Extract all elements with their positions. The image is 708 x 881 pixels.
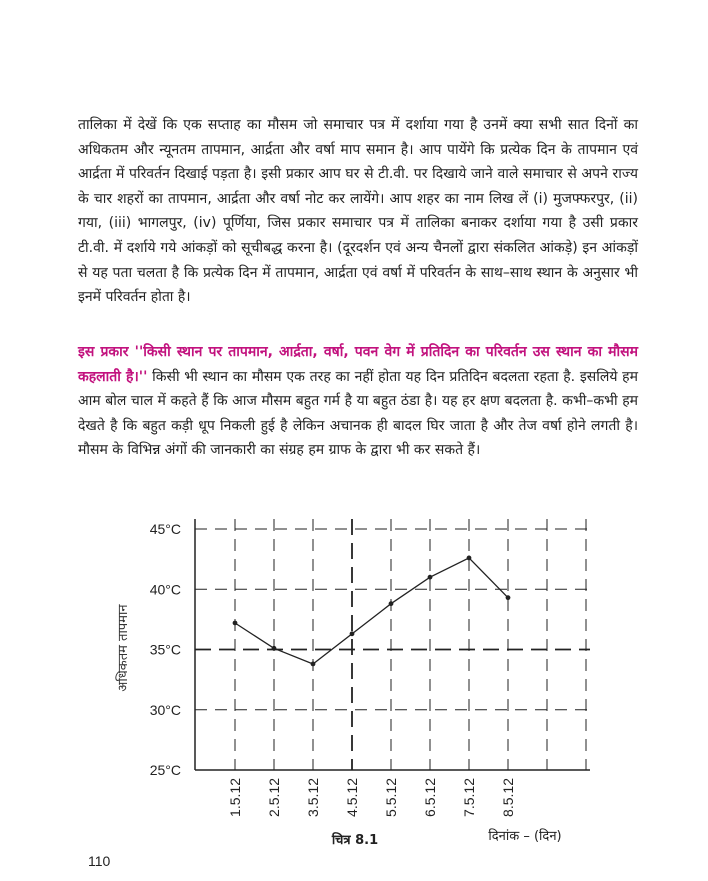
paragraph-weather-definition (78, 340, 638, 463)
y-tick-labels (150, 521, 181, 778)
page-number: 110 (88, 853, 111, 869)
x-axis-label: दिनांक – (दिन) (488, 829, 562, 844)
data-point (311, 662, 316, 667)
y-tick-label: 25°C (149, 762, 181, 778)
y-axis-label: अधिकतम तापमान (116, 604, 131, 692)
x-tick-label: 4.5.12 (344, 778, 360, 817)
y-tick-label: 40°C (149, 581, 181, 598)
paragraph-weather-table: तालिका में देखें कि एक सप्ताह का मौसम जो समाचार पत्र में दर्शाया गया है उनमें क्या सभी सात दिनों का अधिकतम और न्यूनतम तापमान, आर्द्रता और वर्षा माप समान है। आप पायेंगे कि प्रत्येक दिन के तापमान एवं आर्द्रता में परिवर्तन दिखाई पड़ता है। इसी प्रकार आप घर से टी.वी. पर दिखाये जाने वाले समाचार से अपने राज्य के चार शहरों का तापमान, आर्द्रता और वर्षा नोट कर लायेंगे। आप शहर का नाम लिख लें (i) मुजफ्फरपुर, (ii) गया, (iii) भागलपुर, (iv) पूर्णिया, जिस प्रकार समाचार पत्र में तालिका बनाकर दर्शाया गया है उसी प्रकार टी.वी. में दर्शाये गये आंकड़ों को सूचीबद्ध करना है। (दूरदर्शन एवं अन्य चैनलों द्वारा संकलित आंकड़े) इन आंकड़ों से यह पता चलता है कि प्रत्येक दिन में तापमान, आर्द्रता एवं वर्षा में परिवर्तन के साथ–साथ स्थान के अनुसार भी इनमें परिवर्तन होता है। (78, 117, 638, 306)
data-point (233, 621, 238, 626)
figure-caption: चित्र 8.1 (331, 833, 379, 848)
data-point (389, 601, 394, 606)
y-tick-label: 45°C (149, 521, 181, 537)
data-point (467, 556, 472, 561)
data-point (350, 631, 355, 636)
x-tick-label: 3.5.12 (305, 778, 321, 817)
x-tick-label: 7.5.12 (461, 778, 477, 817)
x-tick-label: 5.5.12 (383, 778, 399, 817)
x-tick-label: 1.5.12 (227, 778, 243, 817)
data-point (506, 595, 511, 600)
data-point (272, 646, 277, 651)
weather-definition-highlight: इस प्रकार ''किसी स्थान पर तापमान, आर्द्रता, वर्षा, पवन वेग में प्रतिदिन का परिवर्तन उस स्थान का मौसम कहलाती है।'' (78, 344, 638, 385)
y-tick-label: 35°C (149, 641, 181, 658)
x-tick-labels (227, 778, 516, 817)
temperature-line-chart (0, 505, 708, 860)
x-tick-label: 2.5.12 (266, 778, 282, 817)
x-tick-label: 8.5.12 (500, 778, 516, 817)
y-tick-label: 30°C (149, 701, 181, 718)
weather-definition-text: किसी भी स्थान का मौसम एक तरह का नहीं होता यह दिन प्रतिदिन बदलता रहता है. इसलिये हम आम बोल चाल में कहते हैं कि आज मौसम बहुत गर्म है या बहुत ठंडा है। यह हर क्षण बदलता है. कभी–कभी हम देखते है कि बहुत कड़ी धूप निकली हुई है लेकिन अचानक ही बादल घिर जाता है और तेज वर्षा होने लगती है। मौसम के विभिन्न अंगों की जानकारी का संग्रह हम ग्राफ के द्वारा भी कर सकते हैं। (78, 368, 638, 459)
data-point (428, 575, 433, 580)
x-tick-label: 6.5.12 (422, 778, 438, 817)
chart-grid (195, 519, 590, 770)
chart-axes (195, 519, 590, 770)
